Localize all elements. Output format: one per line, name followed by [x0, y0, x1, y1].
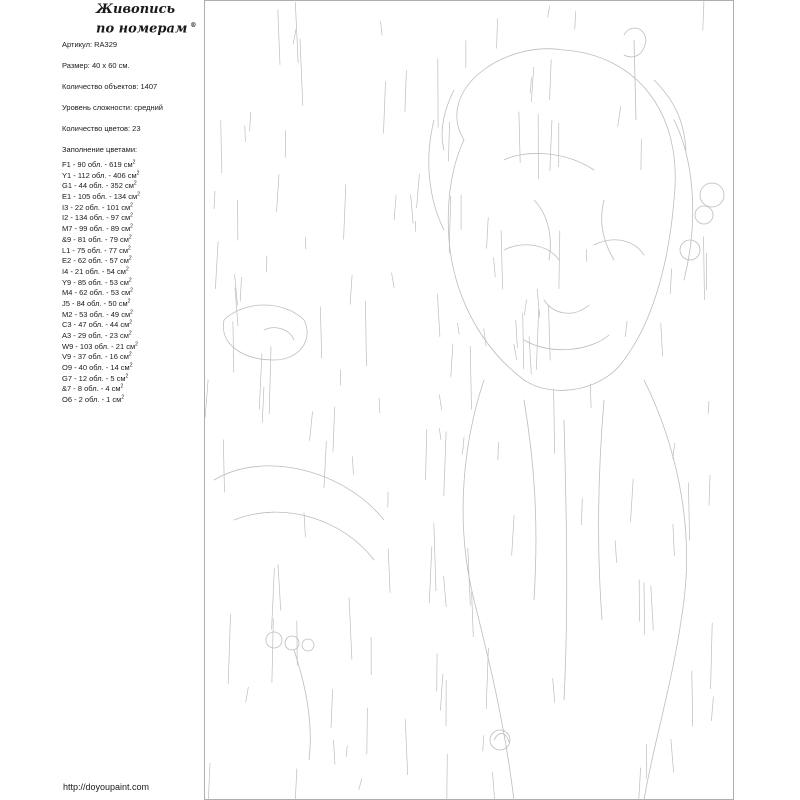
color-fill-text: A3 - 29 обл. - 23 см [62, 331, 129, 340]
rain-stroke [711, 623, 713, 689]
rain-stroke [437, 294, 440, 336]
rain-stroke [379, 398, 380, 413]
square-unit: 2 [129, 319, 133, 326]
rain-stroke [394, 196, 396, 221]
rain-stroke [223, 440, 224, 492]
rain-stroke [439, 429, 441, 440]
color-fill-item [62, 363, 202, 374]
rain-stroke [331, 690, 333, 728]
rain-stroke [426, 429, 427, 479]
color-fill-text: G1 - 44 обл. - 352 см [62, 181, 134, 191]
rain-stroke [297, 621, 298, 665]
rain-stroke [530, 78, 531, 93]
rain-stroke [352, 457, 353, 475]
rain-stroke [434, 523, 436, 591]
square-unit: 2 [128, 255, 132, 262]
colors-count: Количество цветов: 23 [62, 124, 141, 133]
color-fill-text: W9 - 103 обл. - 21 см [62, 341, 136, 351]
rain-stroke [277, 175, 280, 212]
color-fill-item [62, 288, 202, 299]
difficulty-level: Уровень сложности: средний [62, 103, 163, 112]
square-unit: 2 [130, 202, 133, 209]
color-fill-text: F1 - 90 обл. - 619 см [62, 160, 133, 169]
rain-stroke [295, 2, 298, 63]
color-fill-text: M4 - 62 обл. - 53 см [62, 288, 131, 298]
rain-stroke [524, 300, 526, 315]
color-fill-item [62, 203, 202, 214]
color-fill-text: Y9 - 85 обл. - 53 см [62, 277, 129, 287]
color-fill-text: I3 - 22 обл. - 101 см [62, 202, 131, 212]
rain-stroke [548, 6, 550, 17]
rain-stroke [641, 139, 642, 170]
rain-stroke [444, 432, 446, 496]
rain-stroke [310, 412, 313, 441]
rain-stroke [304, 513, 305, 537]
rain-stroke [531, 67, 533, 101]
color-fill-item [62, 256, 202, 267]
square-unit: 2 [121, 394, 125, 401]
rain-stroke [671, 739, 674, 772]
rain-stroke [554, 389, 555, 453]
rain-stroke [350, 275, 352, 304]
rain-stroke [451, 344, 453, 377]
color-fill-text: O9 - 40 обл. - 14 см [62, 363, 130, 373]
rain-stroke [411, 195, 414, 224]
rain-stroke [673, 524, 675, 556]
rain-stroke [334, 740, 335, 764]
logo-line-1: Живопись [96, 2, 176, 17]
rain-stroke [625, 321, 627, 336]
square-unit: 2 [129, 362, 133, 369]
canvas-size: Размер: 40 х 60 см. [62, 61, 130, 70]
rain-stroke [486, 648, 488, 709]
rain-stroke [651, 586, 654, 630]
rain-stroke [392, 273, 395, 288]
rain-stroke [529, 337, 531, 375]
rain-stroke [324, 441, 326, 488]
color-fill-item [62, 278, 202, 289]
rain-stroke [708, 401, 709, 413]
rain-stroke [259, 354, 262, 409]
rain-stroke [333, 407, 335, 451]
color-fill-item [62, 310, 202, 321]
square-unit: 2 [120, 383, 124, 390]
rain-stroke [293, 29, 296, 44]
rain-stroke [429, 547, 432, 603]
rain-stroke [344, 185, 346, 240]
rain-stroke [581, 499, 582, 525]
square-unit: 2 [128, 234, 132, 241]
rain-stroke [688, 483, 689, 540]
color-fill-item [62, 192, 202, 203]
color-fill-text: L1 - 75 обл. - 77 см [62, 245, 129, 255]
rain-stroke [444, 576, 447, 606]
rain-stroke [262, 387, 264, 422]
rain-stroke [494, 258, 496, 277]
rain-stroke [493, 772, 495, 799]
rain-stroke [615, 541, 616, 563]
product-info [62, 40, 202, 406]
rain-stroke [269, 347, 271, 414]
rain-stroke [516, 320, 518, 347]
canvas-border [205, 1, 734, 800]
rain-stroke [272, 619, 273, 683]
color-fill-item [62, 331, 202, 342]
brand-logo [96, 2, 206, 37]
rain-stroke [278, 10, 280, 65]
color-fill-item [62, 352, 202, 363]
rain-stroke [468, 548, 471, 605]
rain-stroke [246, 687, 249, 702]
rain-stroke [245, 126, 246, 142]
square-unit: 2 [125, 266, 129, 273]
rain-stroke [295, 769, 297, 799]
color-fill-item [62, 374, 202, 385]
article-number: Артикул: RA329 [62, 40, 118, 49]
color-fill-text: I4 - 21 обл. - 54 см [62, 266, 126, 276]
color-fill-item [62, 320, 202, 331]
rain-stroke [440, 674, 443, 710]
color-fill-text: J5 - 84 обл. - 50 см [62, 298, 128, 308]
rain-stroke [233, 322, 234, 373]
square-unit: 2 [130, 212, 133, 219]
square-unit: 2 [128, 351, 132, 358]
color-fill-text: M2 - 53 обл. - 49 см [62, 309, 131, 319]
rain-stroke [704, 237, 705, 300]
color-fill-list [62, 160, 202, 406]
rain-stroke [417, 174, 420, 207]
square-unit: 2 [133, 180, 137, 187]
rain-stroke [448, 122, 449, 161]
rain-stroke [711, 697, 713, 721]
rain-stroke [692, 671, 693, 726]
color-fill-text: &9 - 81 обл. - 79 см [62, 234, 129, 244]
color-fill-text: V9 - 37 обл. - 16 см [62, 352, 129, 362]
rain-stroke [703, 1, 704, 30]
rain-stroke [661, 323, 663, 356]
color-fill-text: E1 - 105 обл. - 134 см [62, 192, 138, 202]
rain-stroke [550, 120, 552, 171]
rain-stroke [644, 583, 645, 634]
square-unit: 2 [135, 341, 138, 348]
fill-title: Заполнение цветами: [62, 145, 138, 154]
sketch-strokes [214, 28, 724, 800]
square-unit: 2 [128, 245, 131, 251]
rain-stroke [365, 301, 366, 365]
rain-stroke [405, 71, 407, 112]
color-fill-item [62, 160, 202, 171]
rain-stroke [367, 708, 368, 754]
rain-stroke [214, 191, 215, 208]
color-fill-item [62, 395, 202, 406]
rain-stroke [536, 309, 538, 369]
rain-stroke [278, 565, 281, 610]
logo-line-2-text: по номерам [96, 21, 188, 37]
rain-stroke [250, 112, 251, 131]
rain-stroke [618, 107, 621, 127]
square-unit: 2 [128, 277, 132, 284]
paint-by-numbers-canvas [204, 0, 734, 800]
logo-line-2 [96, 18, 206, 37]
color-fill-item [62, 224, 202, 235]
website-link[interactable]: http://doyoupaint.com [63, 782, 150, 792]
color-fill-item [62, 213, 202, 224]
rain-stroke [673, 443, 675, 458]
rain-stroke [484, 329, 486, 346]
square-unit: 2 [130, 287, 133, 294]
rain-stroke [240, 277, 241, 301]
rain-stroke [512, 516, 514, 556]
square-unit: 2 [136, 170, 140, 177]
rain-stroke [228, 614, 230, 684]
rain-stroke [300, 39, 303, 105]
rain-stroke [266, 256, 267, 272]
rain-stroke [346, 746, 347, 756]
color-fill-text: I2 - 134 обл. - 97 см [62, 213, 131, 223]
rain-stroke [590, 384, 591, 408]
objects-count: Количество объектов: 1407 [62, 82, 158, 91]
rain-stroke [359, 779, 362, 790]
rain-stroke [631, 479, 634, 521]
color-fill-item [62, 181, 202, 192]
rain-stroke [305, 237, 306, 249]
rain-stroke [472, 592, 474, 637]
rain-stroke [320, 307, 321, 358]
registered-mark: ® [190, 22, 197, 29]
rain-stroke [405, 720, 408, 775]
rain-stroke [449, 196, 451, 253]
color-fill-item [62, 267, 202, 278]
square-unit: 2 [128, 330, 132, 337]
rain-stroke [487, 218, 489, 249]
color-fill-item [62, 342, 202, 353]
rain-stroke [483, 736, 484, 751]
rain-stroke [549, 305, 551, 360]
rain-stroke [553, 678, 555, 702]
rain-stroke [388, 549, 390, 593]
square-unit: 2 [125, 373, 129, 380]
color-fill-text: M7 - 99 обл. - 89 см [62, 224, 131, 234]
rain-stroke [709, 475, 710, 505]
color-fill-item [62, 384, 202, 395]
color-fill-text: &7 - 8 обл. - 4 см [62, 384, 121, 394]
rain-stroke [381, 22, 382, 36]
rain-stroke [514, 344, 517, 359]
rain-stroke [501, 230, 503, 289]
rain-stroke [523, 313, 524, 369]
rain-stroke [559, 231, 560, 289]
color-fill-text: G7 - 12 обл. - 5 см [62, 373, 126, 383]
color-fill-item [62, 246, 202, 257]
rain-stroke [498, 442, 499, 459]
rain-stroke [447, 754, 448, 799]
rain-stroke [215, 242, 218, 289]
rain-stroke [463, 437, 465, 454]
color-fill-item [62, 171, 202, 182]
rain-stroke [497, 19, 498, 48]
rain-stroke [458, 323, 460, 334]
rain-stroke [639, 768, 641, 799]
rain-stroke [670, 269, 672, 294]
square-unit: 2 [130, 223, 133, 230]
rain-stroke [550, 60, 552, 100]
rain-stroke [221, 121, 222, 173]
rain-stroke [208, 763, 210, 799]
rain-stroke [384, 82, 386, 133]
color-fill-item [62, 299, 202, 310]
rain-stroke [470, 346, 471, 409]
rain-stroke [349, 598, 352, 660]
sketch-rain-lines [205, 1, 713, 799]
rain-stroke [205, 380, 208, 418]
color-fill-text: C3 - 47 обл. - 44 см [62, 320, 130, 330]
square-unit: 2 [127, 298, 131, 305]
color-fill-text: Y1 - 112 обл. - 406 см [62, 170, 137, 180]
square-unit: 2 [137, 191, 140, 198]
color-fill-item [62, 235, 202, 246]
color-fill-text: E2 - 62 обл. - 57 см [62, 256, 129, 266]
color-fill-text: O6 - 2 обл. - 1 см [62, 395, 122, 405]
rain-stroke [575, 11, 576, 29]
rain-stroke [439, 395, 441, 410]
square-unit: 2 [130, 309, 133, 316]
square-unit: 2 [132, 159, 136, 166]
outline-sketch [204, 0, 734, 800]
